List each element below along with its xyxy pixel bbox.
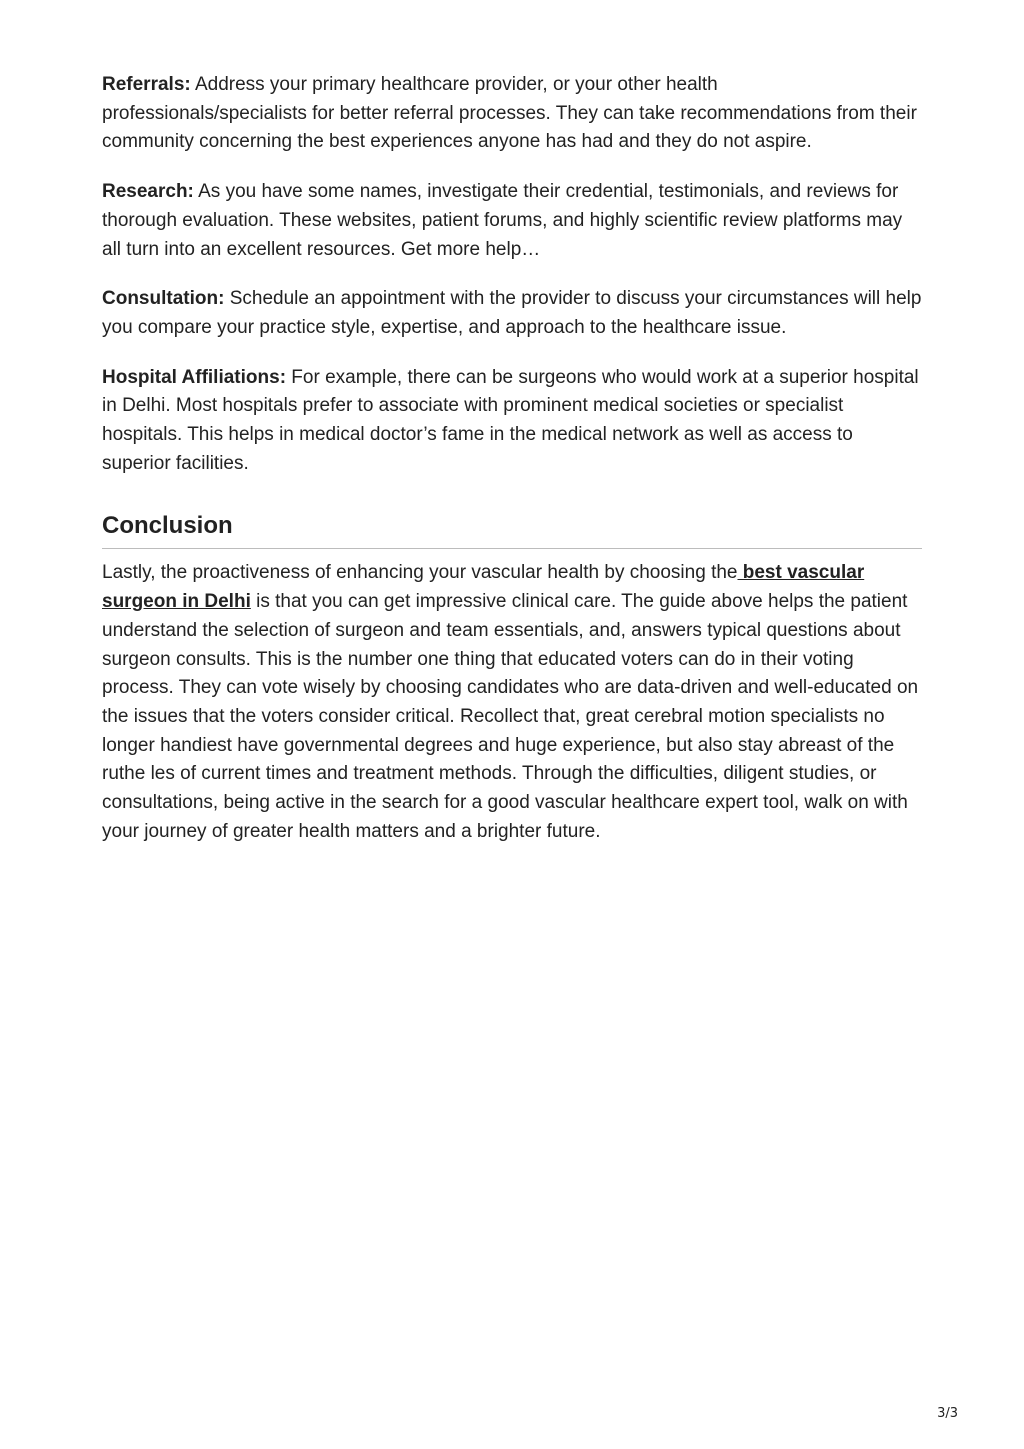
term-hospital-affiliations: Hospital Affiliations: (102, 366, 287, 388)
document-body (102, 71, 922, 867)
conclusion-text-after: is that you can get impressive clinical care. The guide above helps the patient understand the selection of surgeon and team essentials, and, answers typical questions about surgeon consults. This is the number one thing that educated voters can do in their voting process. They can vote wisely by choosing candidates who are data-driven and well-educated on the issues that the voters consider critical. Recollect that, great cerebral motion specialists no longer handiest have governmental degrees and huge experience, but also stay abreast of the ruthe les of current times and treatment methods. Through the difficulties, diligent studies, or consultations, being active in the search for a good vascular healthcare expert tool, walk on with your journey of greater health matters and a brighter future. (102, 591, 919, 842)
term-consultation: Consultation: (102, 288, 225, 310)
text-referrals: Address your primary healthcare provider, or your other health professionals/specialists for better referral processes. They can take recommendations from their community concerning the best experiences anyone has had and they do not aspire. (102, 74, 917, 153)
best-vascular-surgeon-link[interactable]: best vascular surgeon in Delhi (102, 562, 865, 613)
conclusion-text-before: Lastly, the proactiveness of enhancing your vascular health by choosing the (102, 562, 738, 584)
conclusion-paragraph (102, 559, 922, 846)
conclusion-heading: Conclusion (102, 511, 922, 549)
term-research: Research: (102, 181, 194, 203)
paragraph-research (102, 178, 922, 264)
page-number: 3/3 (937, 1406, 958, 1421)
text-consultation: Schedule an appointment with the provider to discuss your circumstances will help you compare your practice style, expertise, and approach to the healthcare issue. (102, 288, 922, 338)
text-hospital-affiliations: For example, there can be surgeons who would work at a superior hospital in Delhi. Most hospitals prefer to associate with prominent medical societies or specialist hospitals. This helps in medical doctor’s fame in the medical network as well as access to superior facilities. (102, 366, 919, 474)
text-research: As you have some names, investigate their credential, testimonials, and reviews for thorough evaluation. These websites, patient forums, and highly scientific review platforms may all turn into an excellent resources. Get more help… (102, 181, 903, 260)
paragraph-hospital-affiliations (102, 364, 922, 479)
paragraph-consultation (102, 285, 922, 342)
paragraph-referrals (102, 71, 922, 157)
term-referrals: Referrals: (102, 74, 191, 95)
